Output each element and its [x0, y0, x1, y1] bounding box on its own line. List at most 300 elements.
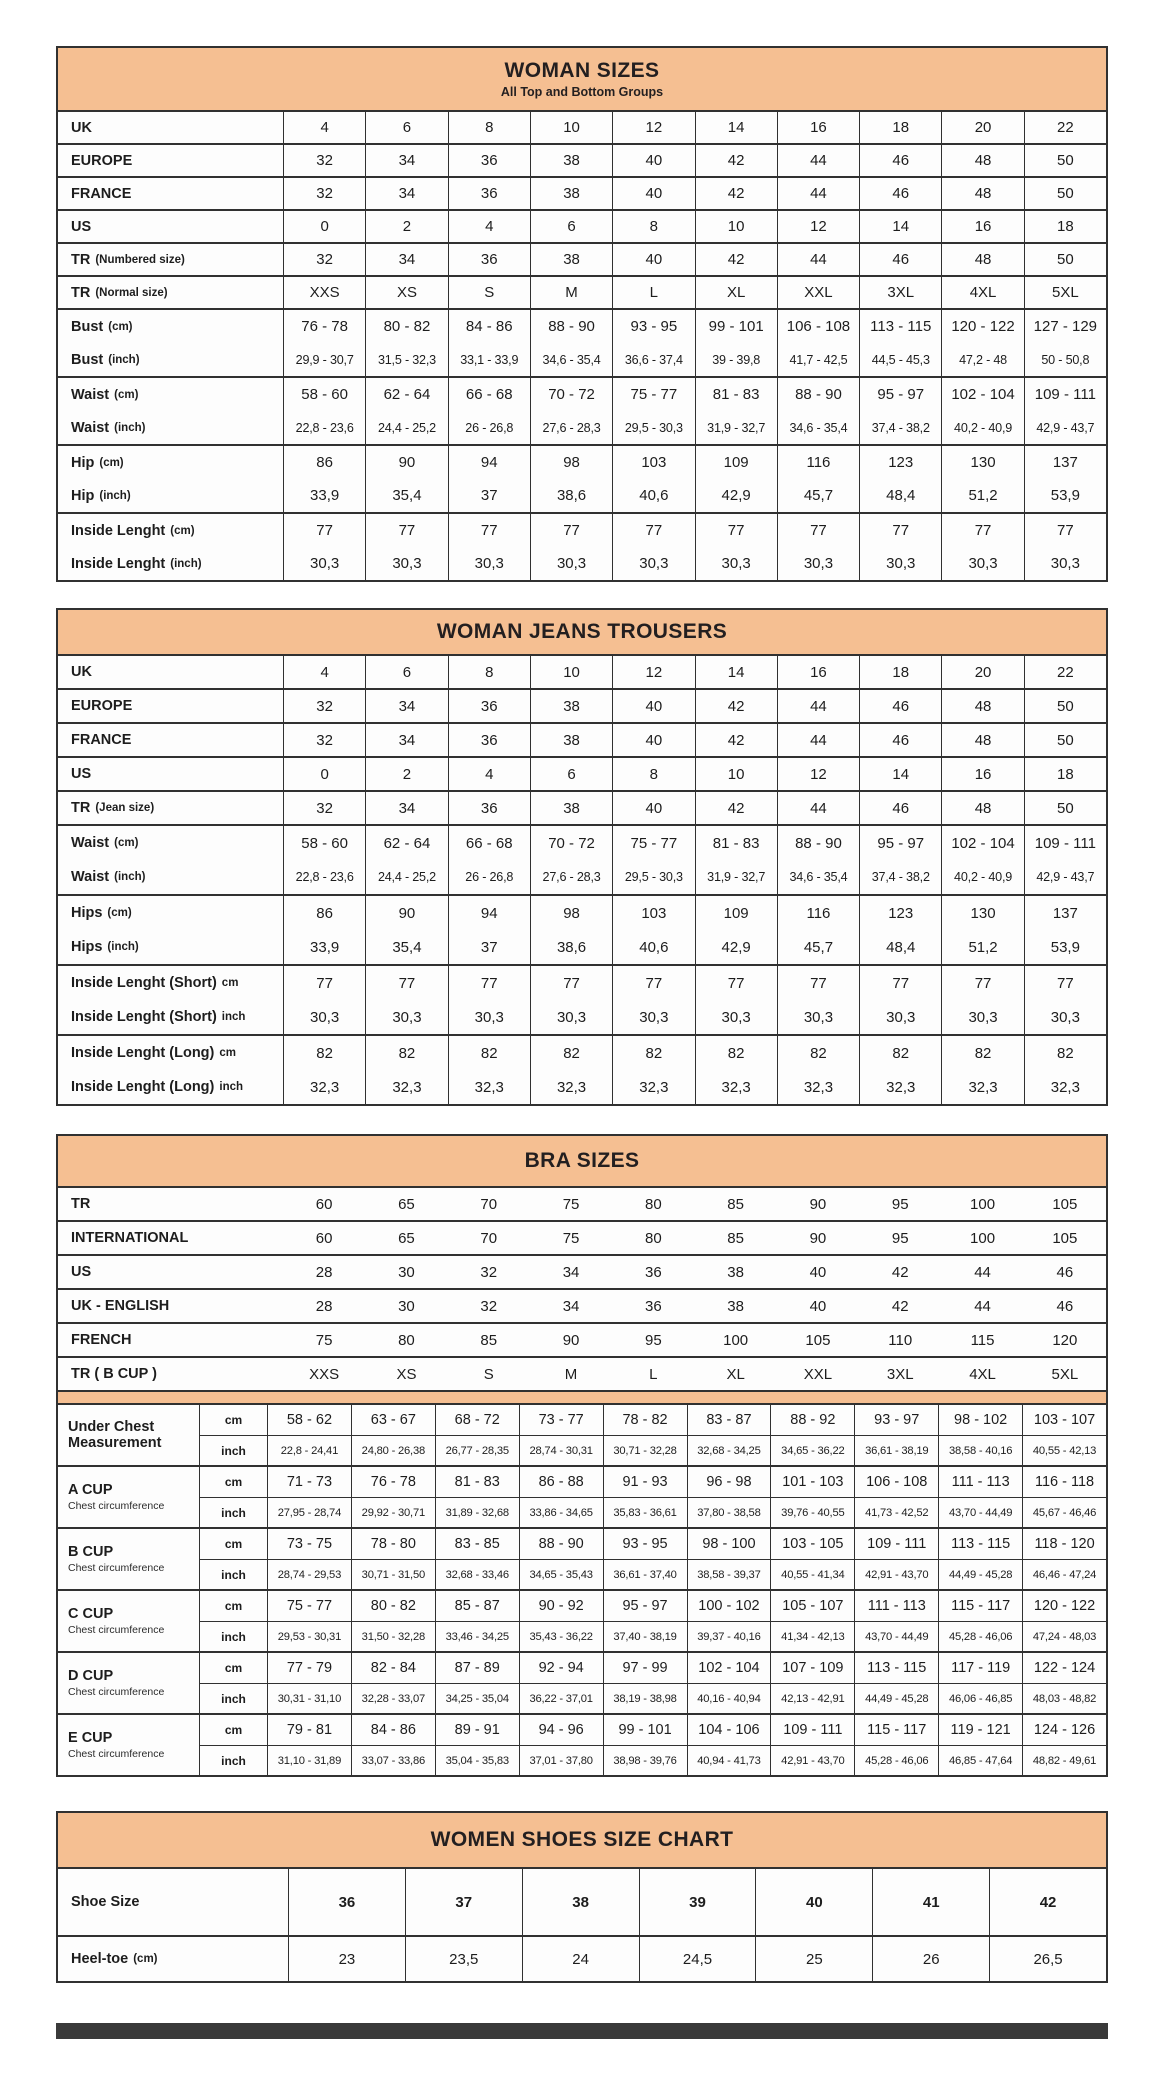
- value-cell: 31,50 - 32,28: [351, 1621, 435, 1651]
- value-cell: 99 - 101: [695, 310, 777, 343]
- table-row: [58, 896, 1106, 930]
- value-cell: 36,61 - 38,19: [854, 1435, 938, 1465]
- value-cell: 124 - 126: [1022, 1715, 1106, 1745]
- value-cell: 45,28 - 46,06: [854, 1745, 938, 1775]
- value-cell: 48: [941, 792, 1023, 824]
- value-cell: 30,3: [1024, 547, 1106, 580]
- value-cell: 8: [612, 211, 694, 242]
- row-label-text: Inside Lenght: [71, 522, 166, 539]
- cup-label-text: B CUP: [68, 1544, 114, 1561]
- value-cell: 98: [530, 446, 612, 479]
- value-cell: 26,77 - 28,35: [435, 1435, 519, 1465]
- value-cell: 3XL: [886, 1365, 914, 1383]
- table-row: [58, 211, 1106, 242]
- bra-rows: [58, 1188, 1106, 1390]
- value-cell: 40,55 - 42,13: [1022, 1435, 1106, 1465]
- value-cell: 32,68 - 34,25: [687, 1435, 771, 1465]
- value-cell: 90: [365, 446, 447, 479]
- row-label-text: Inside Lenght (Short): [71, 1009, 217, 1025]
- value-cell: 48: [941, 244, 1023, 275]
- cup-group: [58, 1589, 1106, 1651]
- row-label: [58, 378, 283, 411]
- value-cell: 32: [283, 178, 365, 209]
- value-cell: 77: [365, 966, 447, 1000]
- table-row: [58, 343, 1106, 376]
- value-cell: 44: [777, 690, 859, 722]
- table-row: [58, 690, 1106, 722]
- value-cell: 100: [970, 1229, 996, 1247]
- value-cell: 115: [970, 1331, 995, 1349]
- value-cell: XXL: [803, 1365, 833, 1383]
- value-cell: 77: [859, 514, 941, 547]
- cup-label-note: Chest circumference: [68, 1747, 165, 1760]
- value-cell: 3XL: [859, 277, 941, 308]
- unit-cell: inch: [199, 1683, 267, 1713]
- value-cell: 66 - 68: [448, 378, 530, 411]
- value-cell: 36,61 - 37,40: [603, 1559, 687, 1589]
- cup-row-label: [58, 1591, 199, 1651]
- value-cell: 36: [288, 1869, 405, 1935]
- value-cell: 10: [530, 656, 612, 688]
- value-cell: 30,3: [612, 1000, 694, 1034]
- row-label-text: TR: [71, 1196, 91, 1212]
- value-cell: 16: [777, 112, 859, 143]
- row-label: [58, 656, 283, 688]
- shoes-title: WOMEN SHOES SIZE CHART: [430, 1828, 734, 1851]
- value-cell: 40: [612, 145, 694, 176]
- value-cell: 88 - 90: [530, 310, 612, 343]
- value-cell: 4: [448, 758, 530, 790]
- value-cell: 12: [777, 211, 859, 242]
- table-row: [58, 860, 1106, 894]
- table-row: [58, 724, 1106, 756]
- value-cell: 100 - 102: [687, 1591, 771, 1621]
- value-cell: 95 - 97: [859, 378, 941, 411]
- bra-header: [58, 1136, 1106, 1188]
- value-cell: 63 - 67: [351, 1405, 435, 1435]
- value-cell: 24,4 - 25,2: [365, 411, 447, 444]
- value-cell: 40: [612, 244, 694, 275]
- value-cell: 58 - 62: [267, 1405, 351, 1435]
- value-cell: 32,3: [283, 1070, 365, 1104]
- value-cell: 106 - 108: [777, 310, 859, 343]
- value-cell: 48: [941, 145, 1023, 176]
- row-label-text: EUROPE: [71, 698, 133, 714]
- value-cell: 94 - 96: [519, 1715, 603, 1745]
- row-label-text: Waist: [71, 386, 110, 403]
- row-label-note: cm: [221, 977, 239, 989]
- value-cell: 32: [480, 1263, 498, 1281]
- value-cell: 41: [872, 1869, 989, 1935]
- value-cell: 98: [530, 896, 612, 930]
- value-cell: 34: [365, 145, 447, 176]
- value-cell: 75 - 77: [612, 378, 694, 411]
- value-cell: 34: [365, 178, 447, 209]
- value-cell: 88 - 92: [770, 1405, 854, 1435]
- value-cell: 36: [448, 690, 530, 722]
- value-cell: 23: [288, 1937, 405, 1981]
- value-cell: 98 - 100: [687, 1529, 771, 1559]
- table-group: [58, 964, 1106, 1034]
- value-cell: 58 - 60: [283, 378, 365, 411]
- value-cell: 14: [695, 656, 777, 688]
- value-cell: 32,28 - 33,07: [351, 1683, 435, 1713]
- value-cell: 86 - 88: [519, 1467, 603, 1497]
- unit-cell: inch: [199, 1497, 267, 1527]
- value-cell: 38: [727, 1263, 744, 1281]
- value-cell: 102 - 104: [941, 826, 1023, 860]
- table-group: [58, 1254, 1106, 1288]
- value-cell: 48,4: [859, 479, 941, 512]
- value-cell: 32,3: [695, 1070, 777, 1104]
- value-cell: 50: [1024, 178, 1106, 209]
- value-cell: 110: [888, 1331, 913, 1349]
- value-cell: 14: [695, 112, 777, 143]
- value-cell: 34: [365, 690, 447, 722]
- value-cell: 58 - 60: [283, 826, 365, 860]
- value-cell: 40,2 - 40,9: [941, 411, 1023, 444]
- table-group: [58, 209, 1106, 242]
- value-cell: M: [530, 277, 612, 308]
- value-cell: 77: [283, 966, 365, 1000]
- value-cell: 27,95 - 28,74: [267, 1497, 351, 1527]
- value-cell: 38,6: [530, 479, 612, 512]
- value-cell: S: [448, 277, 530, 308]
- value-cell: 105: [805, 1331, 831, 1349]
- value-cell: 104 - 106: [687, 1715, 771, 1745]
- value-cell: 76 - 78: [283, 310, 365, 343]
- value-cell: 85: [727, 1229, 744, 1247]
- value-cell: 31,89 - 32,68: [435, 1497, 519, 1527]
- value-cell: 50: [1024, 145, 1106, 176]
- value-cell: 123: [859, 896, 941, 930]
- value-cell: 137: [1024, 896, 1106, 930]
- table-row: [58, 656, 1106, 688]
- row-label-text: Inside Lenght (Long): [71, 1079, 215, 1095]
- value-cell: 65: [398, 1229, 415, 1247]
- value-cell: 30,3: [365, 547, 447, 580]
- value-cell: 32,3: [941, 1070, 1023, 1104]
- value-cell: 53,9: [1024, 479, 1106, 512]
- table-group: [58, 176, 1106, 209]
- value-cell: 80: [398, 1331, 415, 1349]
- row-label-note: (cm): [108, 320, 133, 333]
- value-cell: 109 - 111: [854, 1529, 938, 1559]
- row-label: [58, 1358, 283, 1390]
- value-cell: 73 - 77: [519, 1405, 603, 1435]
- value-cell: 47,24 - 48,03: [1022, 1621, 1106, 1651]
- row-label-text: UK: [71, 664, 92, 680]
- value-cell: 39,37 - 40,16: [687, 1621, 771, 1651]
- value-cell: 34: [562, 1263, 580, 1281]
- table-row: [58, 547, 1106, 580]
- value-cell: 18: [1024, 211, 1106, 242]
- woman-sizes-header: [58, 48, 1106, 112]
- value-cell: 105: [1052, 1195, 1078, 1213]
- value-cell: 82: [612, 1036, 694, 1070]
- value-cell: 87 - 89: [435, 1653, 519, 1683]
- value-cell: 70 - 72: [530, 378, 612, 411]
- value-cell: 10: [695, 758, 777, 790]
- value-cell: XS: [365, 277, 447, 308]
- value-cell: 33,86 - 34,65: [519, 1497, 603, 1527]
- value-cell: 130: [941, 896, 1023, 930]
- value-cell: 80: [645, 1229, 662, 1247]
- value-cell: 38: [727, 1297, 744, 1315]
- cup-group: [58, 1527, 1106, 1589]
- unit-cell: cm: [199, 1467, 267, 1497]
- value-cell: 93 - 97: [854, 1405, 938, 1435]
- row-label-text: Shoe Size: [71, 1894, 140, 1910]
- value-cell: 65: [398, 1195, 415, 1213]
- value-cell: 34: [562, 1297, 580, 1315]
- value-cell: 26: [872, 1937, 989, 1981]
- row-label-text: TR: [71, 800, 91, 816]
- value-cell: 37,40 - 38,19: [603, 1621, 687, 1651]
- row-label: [58, 1000, 283, 1034]
- value-cell: 32,3: [612, 1070, 694, 1104]
- value-cell: 78 - 80: [351, 1529, 435, 1559]
- value-cell: 90: [809, 1195, 827, 1213]
- table-row: [58, 479, 1106, 512]
- value-cell: 12: [612, 112, 694, 143]
- value-cell: 53,9: [1024, 930, 1106, 964]
- value-cell: 42,9 - 43,7: [1024, 411, 1106, 444]
- value-cell: 32: [283, 792, 365, 824]
- value-cell: 8: [448, 656, 530, 688]
- value-cell: 41,34 - 42,13: [770, 1621, 854, 1651]
- value-cell: 90 - 92: [519, 1591, 603, 1621]
- row-label: [58, 758, 283, 790]
- value-cell: 32: [283, 690, 365, 722]
- value-cell: 37,80 - 38,58: [687, 1497, 771, 1527]
- woman-jeans-trousers-table: [56, 608, 1108, 1106]
- value-cell: 40: [612, 724, 694, 756]
- table-group: [58, 1220, 1106, 1254]
- cup-label-note: Chest circumference: [68, 1685, 165, 1698]
- value-cell: 40: [612, 690, 694, 722]
- value-cell: 30,3: [695, 1000, 777, 1034]
- value-cell: 30,3: [448, 1000, 530, 1034]
- table-row: [58, 758, 1106, 790]
- row-label-note: (cm): [107, 907, 132, 919]
- value-cell: 30,3: [941, 1000, 1023, 1034]
- value-cell: 62 - 64: [365, 378, 447, 411]
- table-group: [58, 1034, 1106, 1104]
- value-cell: 100: [970, 1195, 996, 1213]
- row-label: [58, 112, 283, 143]
- value-cell: 46: [859, 244, 941, 275]
- row-label-note: cm: [219, 1047, 236, 1059]
- value-cell: 109: [695, 896, 777, 930]
- row-label-text: US: [71, 1264, 92, 1280]
- value-cell: 93 - 95: [603, 1529, 687, 1559]
- woman-sizes-rows: [58, 112, 1106, 580]
- value-cell: 44: [777, 792, 859, 824]
- value-cell: 6: [530, 211, 612, 242]
- value-cell: 8: [448, 112, 530, 143]
- row-label-note: (cm): [114, 388, 139, 401]
- value-cell: 109 - 111: [770, 1715, 854, 1745]
- value-cell: 80 - 82: [365, 310, 447, 343]
- value-cell: 119 - 121: [938, 1715, 1022, 1745]
- value-cell: 103 - 105: [770, 1529, 854, 1559]
- value-cell: 12: [612, 656, 694, 688]
- row-label-note: (inch): [107, 941, 139, 953]
- value-cell: 4XL: [941, 277, 1023, 308]
- value-cell: 26 - 26,8: [448, 860, 530, 894]
- value-cell: 77: [530, 514, 612, 547]
- row-label-text: US: [71, 218, 92, 235]
- row-label: [58, 277, 283, 308]
- value-cell: 20: [941, 656, 1023, 688]
- value-cell: 36,22 - 37,01: [519, 1683, 603, 1713]
- value-cell: 51,2: [941, 930, 1023, 964]
- value-cell: 105: [1052, 1229, 1078, 1247]
- value-cell: 34,6 - 35,4: [777, 860, 859, 894]
- value-cell: 18: [1024, 758, 1106, 790]
- unit-cell: inch: [199, 1435, 267, 1465]
- value-cell: 70: [480, 1195, 498, 1213]
- jeans-header: [58, 610, 1106, 656]
- value-cell: 10: [530, 112, 612, 143]
- row-label-note: (inch): [99, 489, 131, 502]
- value-cell: 40: [612, 178, 694, 209]
- table-group: [58, 656, 1106, 688]
- row-label-note: (inch): [170, 557, 202, 570]
- value-cell: 30: [398, 1297, 415, 1315]
- value-cell: 48: [941, 724, 1023, 756]
- value-cell: 77: [941, 966, 1023, 1000]
- value-cell: XL: [695, 277, 777, 308]
- value-cell: 107 - 109: [770, 1653, 854, 1683]
- row-label: [58, 724, 283, 756]
- value-cell: 75 - 77: [267, 1591, 351, 1621]
- row-label: [58, 446, 283, 479]
- value-cell: 31,9 - 32,7: [695, 860, 777, 894]
- value-cell: 91 - 93: [603, 1467, 687, 1497]
- table-group: [58, 143, 1106, 176]
- value-cell: 30,3: [695, 547, 777, 580]
- value-cell: 16: [777, 656, 859, 688]
- woman-sizes-table: [56, 46, 1108, 582]
- value-cell: 109 - 111: [1024, 378, 1106, 411]
- value-cell: 37: [448, 930, 530, 964]
- value-cell: 40,6: [612, 479, 694, 512]
- value-cell: 118 - 120: [1022, 1529, 1106, 1559]
- value-cell: 29,9 - 30,7: [283, 343, 365, 376]
- cup-row-label: [58, 1467, 199, 1527]
- cup-group: [58, 1651, 1106, 1713]
- value-cell: 50: [1024, 690, 1106, 722]
- row-label-text: TR: [71, 251, 91, 268]
- value-cell: 30,3: [859, 547, 941, 580]
- value-cell: 62 - 64: [365, 826, 447, 860]
- value-cell: 2: [365, 211, 447, 242]
- row-label: [58, 966, 283, 1000]
- value-cell: 77: [283, 514, 365, 547]
- value-cell: 47,2 - 48: [941, 343, 1023, 376]
- value-cell: 102 - 104: [941, 378, 1023, 411]
- row-label: [58, 244, 283, 275]
- value-cell: 10: [695, 211, 777, 242]
- row-label: [58, 310, 283, 343]
- value-cell: 50: [1024, 792, 1106, 824]
- value-cell: 40: [809, 1263, 827, 1281]
- value-cell: 117 - 119: [938, 1653, 1022, 1683]
- row-label-text: FRENCH: [71, 1332, 132, 1348]
- row-label-text: Bust: [71, 351, 104, 368]
- table-row: [58, 277, 1106, 308]
- value-cell: 38,58 - 39,37: [687, 1559, 771, 1589]
- unit-cell: cm: [199, 1405, 267, 1435]
- value-cell: 6: [365, 656, 447, 688]
- cup-label-text: E CUP: [68, 1730, 113, 1747]
- value-cell: 46: [1056, 1297, 1074, 1315]
- value-cell: 30,3: [859, 1000, 941, 1034]
- value-cell: 77: [695, 966, 777, 1000]
- value-cell: 60: [315, 1229, 333, 1247]
- value-cell: 40,6: [612, 930, 694, 964]
- value-cell: 70 - 72: [530, 826, 612, 860]
- value-cell: 32: [283, 724, 365, 756]
- row-label: [58, 930, 283, 964]
- value-cell: 29,92 - 30,71: [351, 1497, 435, 1527]
- value-cell: 29,5 - 30,3: [612, 860, 694, 894]
- value-cell: 86: [283, 446, 365, 479]
- cup-measurement-rows: [58, 1405, 1106, 1775]
- value-cell: 82: [1024, 1036, 1106, 1070]
- value-cell: 95 - 97: [603, 1591, 687, 1621]
- value-cell: 46,46 - 47,24: [1022, 1559, 1106, 1589]
- value-cell: 105 - 107: [770, 1591, 854, 1621]
- value-cell: 115 - 117: [854, 1715, 938, 1745]
- value-cell: 42: [695, 244, 777, 275]
- value-cell: 35,04 - 35,83: [435, 1745, 519, 1775]
- table-row: [58, 1222, 1106, 1254]
- value-cell: 30,3: [448, 547, 530, 580]
- value-cell: 40,94 - 41,73: [687, 1745, 771, 1775]
- table-row: [58, 446, 1106, 479]
- value-cell: 28,74 - 29,53: [267, 1559, 351, 1589]
- value-cell: 31,10 - 31,89: [267, 1745, 351, 1775]
- table-group: [58, 1356, 1106, 1390]
- value-cell: 78 - 82: [603, 1405, 687, 1435]
- value-cell: 46: [859, 145, 941, 176]
- value-cell: XXS: [309, 1365, 340, 1383]
- bra-sizes-table: [56, 1134, 1108, 1777]
- jeans-title: WOMAN JEANS TROUSERS: [436, 620, 728, 643]
- cup-row-label: [58, 1715, 199, 1775]
- value-cell: 97 - 99: [603, 1653, 687, 1683]
- value-cell: 127 - 129: [1024, 310, 1106, 343]
- value-cell: 22,8 - 24,41: [267, 1435, 351, 1465]
- value-cell: 4: [448, 211, 530, 242]
- value-cell: 16: [941, 758, 1023, 790]
- row-label: [58, 211, 283, 242]
- value-cell: 123: [859, 446, 941, 479]
- value-cell: 34,6 - 35,4: [530, 343, 612, 376]
- unit-cell: cm: [199, 1591, 267, 1621]
- value-cell: 42,9: [695, 930, 777, 964]
- row-label: [58, 1869, 288, 1935]
- cup-label-text: D CUP: [68, 1668, 114, 1685]
- value-cell: 27,6 - 28,3: [530, 860, 612, 894]
- value-cell: 95: [891, 1195, 909, 1213]
- row-label-text: Inside Lenght (Short): [71, 975, 217, 991]
- value-cell: 30,71 - 31,50: [351, 1559, 435, 1589]
- value-cell: 77 - 79: [267, 1653, 351, 1683]
